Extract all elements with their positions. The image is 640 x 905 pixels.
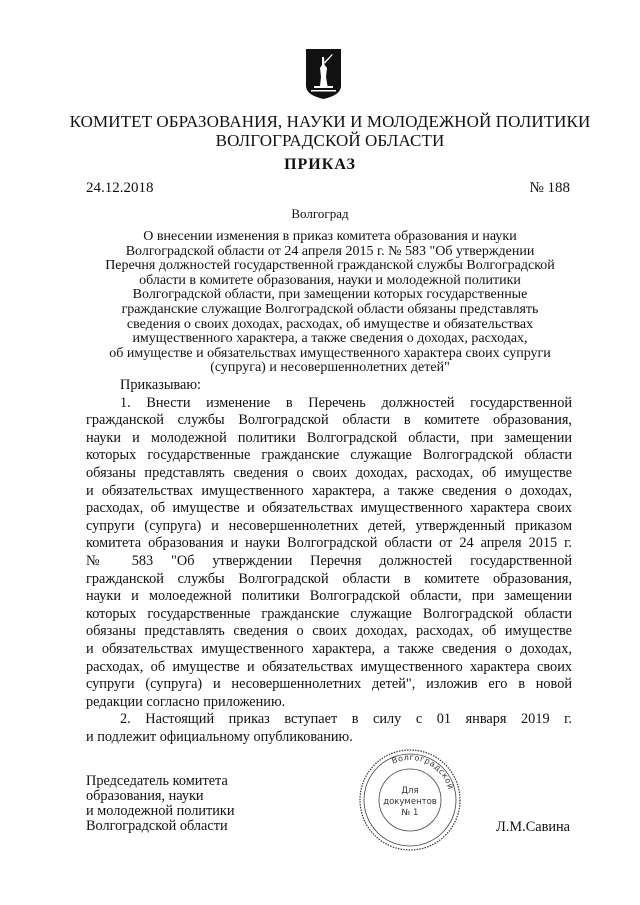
org-line-2: ВОЛГОГРАДСКОЙ ОБЛАСТИ (215, 131, 445, 150)
body-line: которых государственные гражданские служащие Волгоградской области (86, 447, 572, 464)
subject-line: Перечня должностей государственной гражданской службы Волгоградской (105, 258, 555, 274)
stamp-center-line: документов (383, 797, 437, 807)
stamp-ring-text: Волгоградской (390, 752, 456, 791)
body-line: науки и молоедежной политики Волгоградской области, при замещении (86, 588, 572, 605)
body-line: редакции согласно приложению. (86, 693, 286, 710)
body-line: расходах, об имуществе и обязательствах имущественного характера своих (86, 500, 572, 517)
document-number: № 188 (529, 180, 570, 196)
document-type: ПРИКАЗ (284, 156, 356, 173)
body-line: и обязательствах имущественного характера, а также сведения о доходах, (86, 640, 572, 657)
signatory-position-line: Председатель комитета (86, 773, 228, 789)
subject-line: области в комитете образования, науки и молодежной политики (139, 272, 521, 288)
body-line: которых государственные гражданские служащие Волгоградской области (86, 605, 572, 622)
subject-line: (супруга) и несовершеннолетних детей" (210, 360, 450, 376)
body-line: обязаны представлять сведения о своих доходах, расходах, об имуществе (86, 464, 572, 481)
subject-line: гражданские служащие Волгоградской области обязаны представлять (121, 301, 539, 317)
subject-line: об имуществе и обязательствах имущественного характера своих супруги (109, 345, 551, 361)
signatory-position (86, 774, 235, 834)
body-line: комитета образования и науки Волгоградской области от 24 апреля 2015 г. (86, 535, 572, 552)
stamp-center-line: № 1 (401, 808, 419, 818)
body-line: 2. Настоящий приказ вступает в силу с 01 января 2019 г. (120, 711, 572, 728)
signatory-position-line: и молодежной политики (86, 803, 235, 819)
subject-line: Волгоградской области от 24 апреля 2015 г. № 583 "Об утверждении (125, 243, 535, 259)
org-line-1: КОМИТЕТ ОБРАЗОВАНИЯ, НАУКИ И МОЛОДЕЖНОЙ ПОЛИТИКИ (69, 112, 591, 131)
document-date: 24.12.2018 (86, 180, 154, 196)
official-stamp-icon (358, 748, 462, 852)
body-line: гражданской службы Волгоградской области в комитете образования, (86, 412, 572, 429)
body-line: науки и молодежной политики Волгоградской области, при замещении (86, 429, 572, 446)
signatory-name: Л.М.Савина (496, 819, 570, 835)
body-line: гражданской службы Волгоградской области в комитете образования, (86, 570, 572, 587)
signatory-position-line: образования, науки (86, 788, 204, 804)
body-line: и обязательствах имущественного характера, а также сведения о доходах, (86, 482, 572, 499)
volgograd-emblem-icon (305, 48, 342, 100)
document-body (86, 377, 572, 746)
body-line: супруги (супруга) и несовершеннолетних детей, утвержденный приказом (86, 517, 572, 534)
body-line: супруги (супруга) и несовершеннолетних детей", изложив его в новой (86, 676, 572, 693)
subject-line: О внесении изменения в приказ комитета образования и науки (143, 229, 517, 244)
signatory-position-line: Волгоградской области (86, 818, 228, 834)
document-subject (90, 230, 570, 376)
subject-line: Волгоградской области, при замещении которых государственные (132, 287, 528, 303)
body-line: расходах, об имуществе и обязательствах имущественного характера своих (86, 658, 572, 675)
body-line: № 583 "Об утверждении Перечня должностей государственной (86, 552, 572, 569)
body-line: обязаны представлять сведения о своих доходах, расходах, об имуществе (86, 623, 572, 640)
stamp-center-line: Для (401, 786, 419, 796)
body-line: 1. Внести изменение в Перечень должностей государственной (120, 394, 572, 411)
subject-line: имущественного характера, а также сведения о доходах, расходах, (132, 331, 528, 347)
body-intro: Приказываю: (120, 377, 202, 393)
subject-line: сведения о своих доходах, расходах, об имуществе и обязательствах (126, 316, 534, 332)
body-line: и подлежит официальному опубликованию. (86, 728, 353, 745)
document-city: Волгоград (291, 206, 349, 221)
organization-name (60, 112, 600, 150)
